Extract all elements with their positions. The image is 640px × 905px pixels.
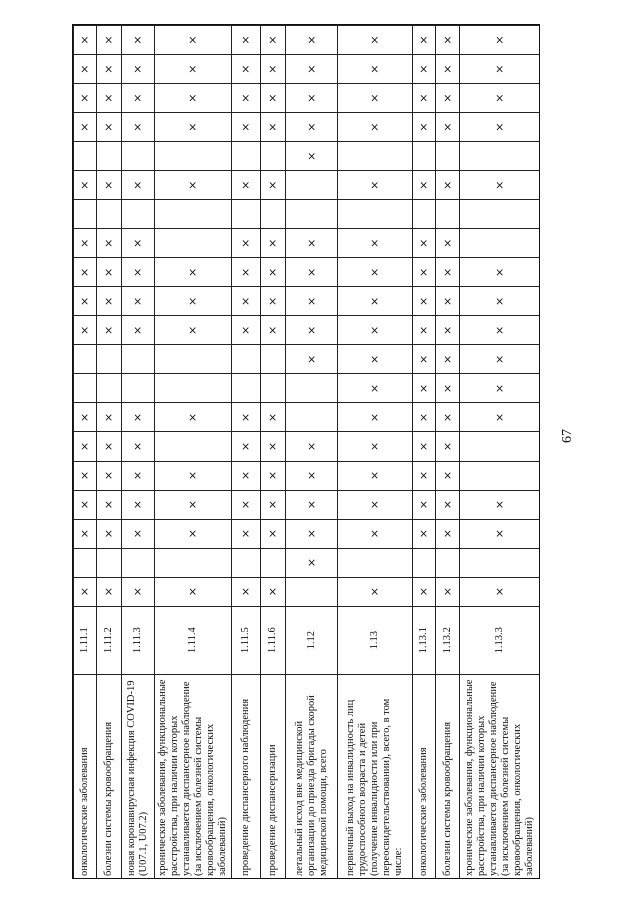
table-row — [337, 26, 412, 880]
table-row — [74, 26, 97, 880]
cross-mark-cell: × — [286, 84, 338, 113]
cross-mark-cell: × — [412, 403, 436, 432]
empty-cell — [232, 200, 261, 229]
cross-mark-cell: × — [74, 84, 97, 113]
indicator-code: 1.11.5 — [232, 606, 261, 674]
empty-cell — [436, 142, 460, 171]
empty-cell — [286, 200, 338, 229]
cross-mark-cell: × — [412, 113, 436, 142]
empty-cell — [286, 577, 338, 606]
empty-cell — [96, 345, 121, 374]
cross-mark-cell: × — [436, 26, 460, 55]
cross-mark-cell: × — [460, 287, 540, 316]
empty-cell — [261, 345, 286, 374]
cross-mark-cell: × — [261, 113, 286, 142]
cross-mark-cell: × — [232, 519, 261, 548]
cross-mark-cell: × — [337, 374, 412, 403]
table-row — [121, 26, 154, 880]
cross-mark-cell: × — [74, 461, 97, 490]
cross-mark-cell: × — [261, 287, 286, 316]
cross-mark-cell: × — [286, 345, 338, 374]
table-row — [261, 26, 286, 880]
cross-mark-cell: × — [436, 55, 460, 84]
cross-mark-cell: × — [96, 229, 121, 258]
cross-mark-cell: × — [286, 461, 338, 490]
cross-mark-cell: × — [337, 316, 412, 345]
cross-mark-cell: × — [232, 26, 261, 55]
empty-cell — [412, 142, 436, 171]
cross-mark-cell: × — [436, 287, 460, 316]
empty-cell — [337, 548, 412, 577]
cross-mark-cell: × — [460, 403, 540, 432]
empty-cell — [412, 200, 436, 229]
cross-mark-cell: × — [460, 258, 540, 287]
cross-mark-cell: × — [154, 461, 232, 490]
indicator-code: 1.13.1 — [412, 606, 436, 674]
cross-mark-cell: × — [460, 84, 540, 113]
page-number: 67 — [560, 429, 575, 443]
cross-mark-cell: × — [337, 229, 412, 258]
cross-mark-cell: × — [154, 171, 232, 200]
empty-cell — [232, 374, 261, 403]
cross-mark-cell: × — [286, 229, 338, 258]
cross-mark-cell: × — [261, 26, 286, 55]
cross-mark-cell: × — [412, 374, 436, 403]
cross-mark-cell: × — [436, 316, 460, 345]
cross-mark-cell: × — [261, 403, 286, 432]
indicator-grid — [73, 25, 540, 879]
cross-mark-cell: × — [232, 55, 261, 84]
cross-mark-cell: × — [412, 432, 436, 461]
cross-mark-cell: × — [337, 113, 412, 142]
empty-cell — [74, 374, 97, 403]
cross-mark-cell: × — [261, 55, 286, 84]
cross-mark-cell: × — [286, 548, 338, 577]
cross-mark-cell: × — [74, 519, 97, 548]
cross-mark-cell: × — [337, 519, 412, 548]
cross-mark-cell: × — [337, 258, 412, 287]
empty-cell — [154, 548, 232, 577]
cross-mark-cell: × — [74, 229, 97, 258]
cross-mark-cell: × — [286, 316, 338, 345]
indicator-label: первичный выход на инвалидность лиц трудоспособного возраста и детей (получение инвалидности или при переосвидетельствовании), всего, в том числе: — [337, 674, 412, 879]
table-row — [96, 26, 121, 880]
cross-mark-cell: × — [337, 403, 412, 432]
empty-cell — [232, 345, 261, 374]
cross-mark-cell: × — [74, 577, 97, 606]
cross-mark-cell: × — [436, 577, 460, 606]
cross-mark-cell: × — [121, 461, 154, 490]
empty-cell — [121, 548, 154, 577]
cross-mark-cell: × — [412, 490, 436, 519]
cross-mark-cell: × — [460, 374, 540, 403]
cross-mark-cell: × — [286, 258, 338, 287]
indicator-code: 1.13 — [337, 606, 412, 674]
cross-mark-cell: × — [232, 432, 261, 461]
cross-mark-cell: × — [96, 461, 121, 490]
cross-mark-cell: × — [74, 316, 97, 345]
indicator-code: 1.11.4 — [154, 606, 232, 674]
cross-mark-cell: × — [121, 287, 154, 316]
cross-mark-cell: × — [436, 258, 460, 287]
cross-mark-cell: × — [232, 229, 261, 258]
cross-mark-cell: × — [460, 316, 540, 345]
cross-mark-cell: × — [261, 316, 286, 345]
cross-mark-cell: × — [412, 26, 436, 55]
cross-mark-cell: × — [261, 229, 286, 258]
cross-mark-cell: × — [232, 113, 261, 142]
cross-mark-cell: × — [337, 55, 412, 84]
cross-mark-cell: × — [154, 316, 232, 345]
table-row — [460, 26, 540, 880]
indicator-label: летальный исход вне медицинской организации до приезда бригады скорой медицинской помощи, всего — [286, 674, 338, 879]
cross-mark-cell: × — [286, 432, 338, 461]
cross-mark-cell: × — [121, 113, 154, 142]
cross-mark-cell: × — [154, 84, 232, 113]
rotated-table-frame — [73, 25, 540, 879]
empty-cell — [460, 200, 540, 229]
empty-cell — [121, 374, 154, 403]
cross-mark-cell: × — [436, 84, 460, 113]
empty-cell — [436, 200, 460, 229]
cross-mark-cell: × — [121, 84, 154, 113]
empty-cell — [261, 142, 286, 171]
cross-mark-cell: × — [74, 432, 97, 461]
cross-mark-cell: × — [412, 171, 436, 200]
cross-mark-cell: × — [412, 519, 436, 548]
empty-cell — [286, 403, 338, 432]
cross-mark-cell: × — [460, 26, 540, 55]
empty-cell — [412, 548, 436, 577]
table-row — [154, 26, 232, 880]
indicator-label: новая коронавирусная инфекция COVID-19 (U07.1, U07.2) — [121, 674, 154, 879]
indicator-code: 1.12 — [286, 606, 338, 674]
cross-mark-cell: × — [74, 403, 97, 432]
cross-mark-cell: × — [74, 171, 97, 200]
cross-mark-cell: × — [232, 84, 261, 113]
indicator-label: болезни системы кровообращения — [436, 674, 460, 879]
cross-mark-cell: × — [337, 577, 412, 606]
cross-mark-cell: × — [261, 519, 286, 548]
cross-mark-cell: × — [96, 55, 121, 84]
cross-mark-cell: × — [96, 490, 121, 519]
cross-mark-cell: × — [286, 142, 338, 171]
cross-mark-cell: × — [154, 403, 232, 432]
empty-cell — [460, 548, 540, 577]
cross-mark-cell: × — [232, 577, 261, 606]
empty-cell — [74, 345, 97, 374]
cross-mark-cell: × — [337, 432, 412, 461]
cross-mark-cell: × — [436, 374, 460, 403]
empty-cell — [337, 200, 412, 229]
cross-mark-cell: × — [286, 287, 338, 316]
empty-cell — [154, 229, 232, 258]
cross-mark-cell: × — [436, 229, 460, 258]
indicator-label: болезни системы кровообращения — [96, 674, 121, 879]
cross-mark-cell: × — [412, 287, 436, 316]
cross-mark-cell: × — [286, 490, 338, 519]
empty-cell — [286, 171, 338, 200]
cross-mark-cell: × — [412, 55, 436, 84]
indicator-label: онкологические заболевания — [412, 674, 436, 879]
cross-mark-cell: × — [460, 490, 540, 519]
indicator-code: 1.13.2 — [436, 606, 460, 674]
cross-mark-cell: × — [337, 26, 412, 55]
cross-mark-cell: × — [436, 113, 460, 142]
cross-mark-cell: × — [121, 432, 154, 461]
cross-mark-cell: × — [74, 490, 97, 519]
empty-cell — [74, 200, 97, 229]
cross-mark-cell: × — [121, 55, 154, 84]
cross-mark-cell: × — [74, 113, 97, 142]
cross-mark-cell: × — [96, 84, 121, 113]
table-row — [436, 26, 460, 880]
empty-cell — [96, 548, 121, 577]
cross-mark-cell: × — [96, 519, 121, 548]
cross-mark-cell: × — [286, 26, 338, 55]
empty-cell — [154, 374, 232, 403]
cross-mark-cell: × — [96, 171, 121, 200]
cross-mark-cell: × — [232, 461, 261, 490]
empty-cell — [154, 432, 232, 461]
cross-mark-cell: × — [337, 461, 412, 490]
cross-mark-cell: × — [121, 229, 154, 258]
empty-cell — [286, 374, 338, 403]
cross-mark-cell: × — [232, 287, 261, 316]
cross-mark-cell: × — [121, 258, 154, 287]
cross-mark-cell: × — [232, 490, 261, 519]
cross-mark-cell: × — [154, 26, 232, 55]
empty-cell — [261, 548, 286, 577]
cross-mark-cell: × — [460, 113, 540, 142]
indicator-code: 1.11.3 — [121, 606, 154, 674]
empty-cell — [121, 345, 154, 374]
cross-mark-cell: × — [337, 287, 412, 316]
cross-mark-cell: × — [74, 287, 97, 316]
cross-mark-cell: × — [337, 84, 412, 113]
empty-cell — [96, 142, 121, 171]
indicator-label: проведение диспансеризации — [261, 674, 286, 879]
cross-mark-cell: × — [460, 577, 540, 606]
empty-cell — [460, 229, 540, 258]
cross-mark-cell: × — [96, 403, 121, 432]
cross-mark-cell: × — [154, 55, 232, 84]
cross-mark-cell: × — [154, 287, 232, 316]
empty-cell — [74, 142, 97, 171]
empty-cell — [436, 548, 460, 577]
cross-mark-cell: × — [154, 519, 232, 548]
cross-mark-cell: × — [460, 345, 540, 374]
cross-mark-cell: × — [96, 316, 121, 345]
empty-cell — [96, 374, 121, 403]
cross-mark-cell: × — [121, 577, 154, 606]
cross-mark-cell: × — [436, 519, 460, 548]
cross-mark-cell: × — [337, 490, 412, 519]
empty-cell — [261, 200, 286, 229]
empty-cell — [261, 374, 286, 403]
cross-mark-cell: × — [286, 519, 338, 548]
cross-mark-cell: × — [121, 26, 154, 55]
cross-mark-cell: × — [96, 287, 121, 316]
indicator-code: 1.11.6 — [261, 606, 286, 674]
cross-mark-cell: × — [154, 577, 232, 606]
cross-mark-cell: × — [261, 490, 286, 519]
cross-mark-cell: × — [436, 403, 460, 432]
table-row — [232, 26, 261, 880]
cross-mark-cell: × — [460, 519, 540, 548]
cross-mark-cell: × — [286, 55, 338, 84]
cross-mark-cell: × — [412, 577, 436, 606]
empty-cell — [460, 432, 540, 461]
cross-mark-cell: × — [460, 171, 540, 200]
cross-mark-cell: × — [412, 316, 436, 345]
empty-cell — [96, 200, 121, 229]
cross-mark-cell: × — [232, 316, 261, 345]
cross-mark-cell: × — [337, 345, 412, 374]
cross-mark-cell: × — [261, 171, 286, 200]
cross-mark-cell: × — [337, 171, 412, 200]
empty-cell — [154, 142, 232, 171]
empty-cell — [232, 548, 261, 577]
cross-mark-cell: × — [96, 26, 121, 55]
indicator-table — [72, 24, 540, 879]
cross-mark-cell: × — [232, 171, 261, 200]
empty-cell — [121, 200, 154, 229]
empty-cell — [232, 142, 261, 171]
cross-mark-cell: × — [74, 258, 97, 287]
cross-mark-cell: × — [74, 55, 97, 84]
cross-mark-cell: × — [261, 84, 286, 113]
cross-mark-cell: × — [96, 432, 121, 461]
cross-mark-cell: × — [436, 432, 460, 461]
indicator-label: онкологические заболевания — [74, 674, 97, 879]
cross-mark-cell: × — [436, 345, 460, 374]
cross-mark-cell: × — [232, 258, 261, 287]
indicator-label: хронические заболевания, функциональные расстройства, при наличии которых устанавливается диспансерное наблюдение (за исключением болезней системы кровообращения, онкологических заболеваний) — [154, 674, 232, 879]
cross-mark-cell: × — [286, 113, 338, 142]
empty-cell — [154, 200, 232, 229]
cross-mark-cell: × — [261, 258, 286, 287]
cross-mark-cell: × — [412, 461, 436, 490]
cross-mark-cell: × — [96, 258, 121, 287]
indicator-code: 1.11.2 — [96, 606, 121, 674]
cross-mark-cell: × — [261, 577, 286, 606]
cross-mark-cell: × — [154, 258, 232, 287]
cross-mark-cell: × — [436, 461, 460, 490]
cross-mark-cell: × — [121, 403, 154, 432]
empty-cell — [74, 548, 97, 577]
empty-cell — [154, 345, 232, 374]
indicator-label: хронические заболевания, функциональные расстройства, при наличии которых устанавливается диспансерное наблюдение (за исключением болезней системы кровообращения, онкологических заболеваний) — [460, 674, 540, 879]
table-row — [286, 26, 338, 880]
cross-mark-cell: × — [121, 490, 154, 519]
cross-mark-cell: × — [436, 490, 460, 519]
cross-mark-cell: × — [121, 171, 154, 200]
cross-mark-cell: × — [261, 461, 286, 490]
cross-mark-cell: × — [261, 432, 286, 461]
cross-mark-cell: × — [74, 26, 97, 55]
empty-cell — [121, 142, 154, 171]
cross-mark-cell: × — [412, 345, 436, 374]
cross-mark-cell: × — [412, 258, 436, 287]
cross-mark-cell: × — [232, 403, 261, 432]
cross-mark-cell: × — [412, 84, 436, 113]
indicator-code: 1.11.1 — [74, 606, 97, 674]
cross-mark-cell: × — [412, 229, 436, 258]
cross-mark-cell: × — [121, 519, 154, 548]
cross-mark-cell: × — [154, 113, 232, 142]
cross-mark-cell: × — [96, 113, 121, 142]
cross-mark-cell: × — [460, 55, 540, 84]
cross-mark-cell: × — [121, 316, 154, 345]
empty-cell — [460, 461, 540, 490]
cross-mark-cell: × — [96, 577, 121, 606]
cross-mark-cell: × — [154, 490, 232, 519]
empty-cell — [460, 142, 540, 171]
indicator-code: 1.13.3 — [460, 606, 540, 674]
indicator-label: проведение диспансерного наблюдения — [232, 674, 261, 879]
cross-mark-cell: × — [436, 171, 460, 200]
empty-cell — [337, 142, 412, 171]
table-row — [412, 26, 436, 880]
